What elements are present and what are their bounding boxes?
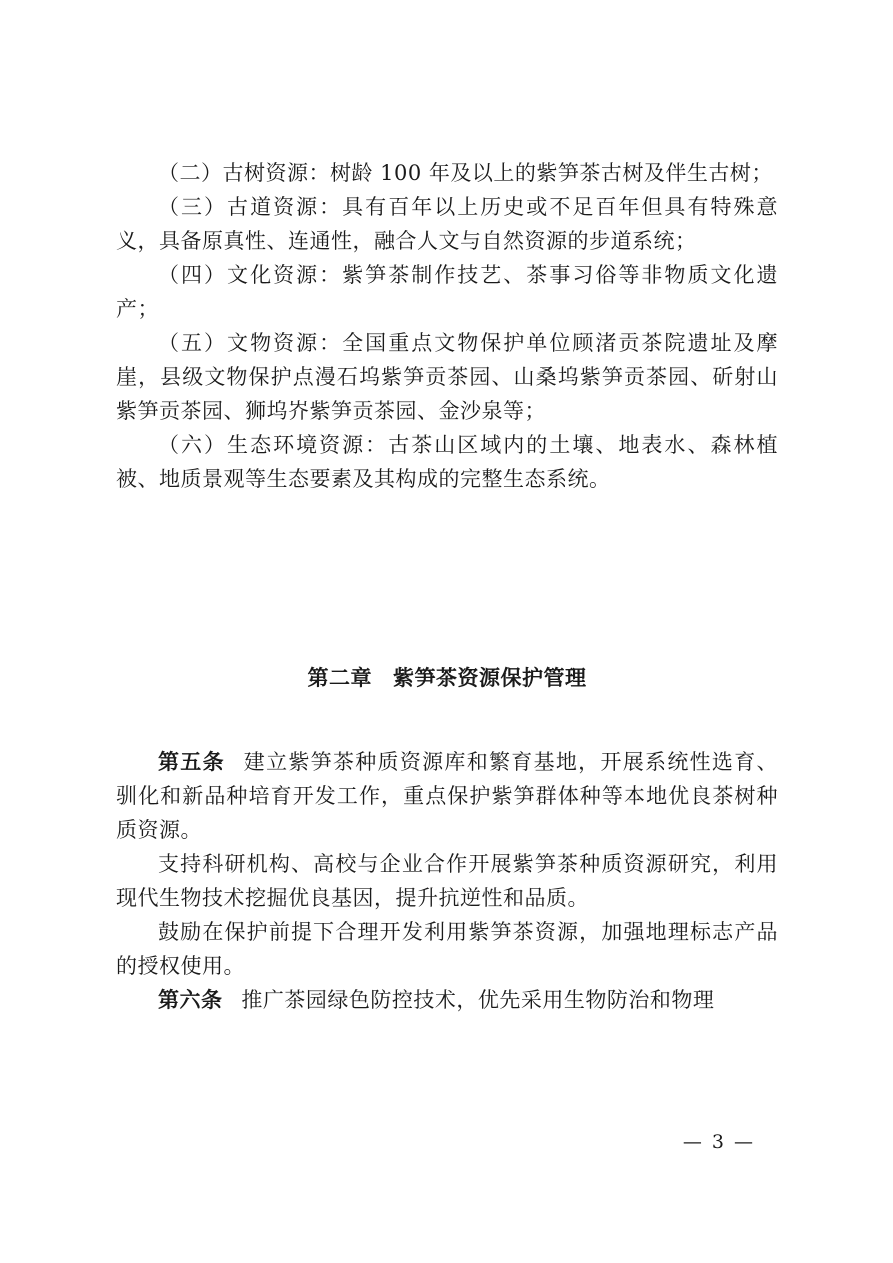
chapter-heading xyxy=(116,661,778,695)
page-number: — 3 — xyxy=(682,1131,755,1153)
list-item-ecological-resources: （六）生态环境资源：古茶山区域内的土壤、地表水、森林植被、地质景观等生态要素及其构成的完整生态系统。 xyxy=(116,433,778,491)
paragraph-encourage-use: 鼓励在保护前提下合理开发利用紫笋茶资源，加强地理标志产品的授权使用。 xyxy=(116,920,778,978)
resource-list xyxy=(116,156,778,496)
article-5 xyxy=(116,745,778,847)
article-5-label: 第五条 xyxy=(158,750,225,774)
article-5-text: 建立紫笋茶种质资源库和繁育基地，开展系统性选育、驯化和新品种培育开发工作，重点保护紫笋群体种等本地优良茶树种质资源。 xyxy=(116,750,779,842)
article-6-label: 第六条 xyxy=(158,988,223,1012)
chapter-body xyxy=(116,745,778,1017)
list-item-ancient-trees: （二）古树资源：树龄 100 年及以上的紫笋茶古树及伴生古树； xyxy=(158,161,773,185)
article-6 xyxy=(116,983,778,1017)
list-item-cultural-resources: （四）文化资源：紫笋茶制作技艺、茶事习俗等非物质文化遗产； xyxy=(116,263,778,321)
paragraph-support-research: 支持科研机构、高校与企业合作开展紫笋茶种质资源研究，利用现代生物技术挖掘优良基因，提升抗逆性和品质。 xyxy=(116,852,778,910)
list-item-ancient-roads: （三）古道资源：具有百年以上历史或不足百年但具有特殊意义，具备原真性、连通性，融合人文与自然资源的步道系统； xyxy=(116,195,778,253)
list-item-relic-resources: （五）文物资源：全国重点文物保护单位顾渚贡茶院遗址及摩崖，县级文物保护点漫石坞紫笋贡茶园、山桑坞紫笋贡茶园、斫射山紫笋贡茶园、狮坞岕紫笋贡茶园、金沙泉等； xyxy=(116,331,778,423)
chapter-number: 第二章 xyxy=(307,666,372,690)
chapter-title: 紫笋茶资源保护管理 xyxy=(393,666,587,690)
article-6-text: 推广茶园绿色防控技术，优先采用生物防治和物理 xyxy=(241,988,715,1012)
